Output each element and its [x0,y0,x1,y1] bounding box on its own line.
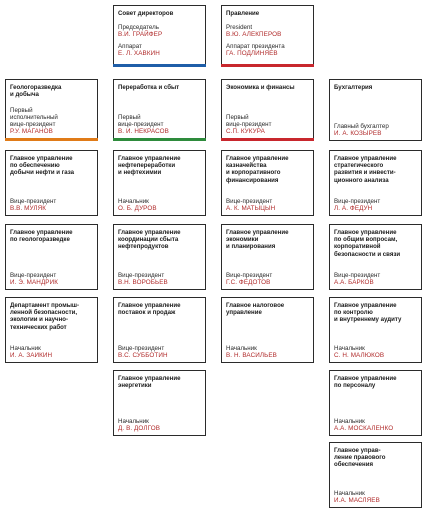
org-node-accounting [329,79,422,141]
org-node-c2r5 [113,370,206,436]
node-role: Вице-президент [10,198,57,205]
org-node-c3r3 [221,224,314,290]
node-title: Главное управление координации сбыта нефтепродуктов [118,229,181,251]
node-person-name: С. Н. МАЛЮКОВ [334,352,385,359]
node-person-name: А. К. МАТЫЦЫН [226,205,276,212]
node-title: Экономика и финансы [226,84,295,91]
node-person-name: Г.С. ФЕДОТОВ [226,279,271,286]
node-person-name: И. А. КОЗЫРЕВ [334,130,382,137]
node-person-name: Л. А. ФЕДУН [334,205,373,212]
org-node-c2r4 [113,297,206,363]
node-person-name: И. Э. МАНДРИК [10,279,59,286]
node-role: Первый вице-президент [226,114,272,128]
org-node-geology [5,79,98,141]
node-title: Главное управление стратегического развития и инвести- ционного анализа [334,155,397,184]
node-person-name: С.П. КУКУРА [226,128,265,135]
node-title: Переработка и сбыт [118,84,180,91]
node-title: Главное управление по общим вопросам, корпоративной безопасности и связи [334,229,401,258]
node-accent-bar [113,64,206,67]
node-title: Совет директоров [118,10,174,17]
org-node-c1r4 [5,297,98,363]
node-title: Главное управление энергетики [118,375,181,390]
node-person-name: ГА. ПОДЛИНЯЕВ [226,50,278,57]
org-node-board [113,5,206,67]
node-role: Начальник [334,418,365,425]
node-role: Начальник [118,418,149,425]
node-role: Председатель [118,24,159,31]
node-person-name: И. А. ЗАИКИН [10,352,53,359]
org-node-c2r2 [113,150,206,216]
node-role: Вице-президент [226,272,273,279]
node-role: President [226,24,253,31]
org-node-c3r4 [221,297,314,363]
node-title: Главное налоговое управление [226,302,285,317]
node-person-name: И.А. МАСЛЯЕВ [334,497,380,504]
node-role: Первый вице-президент [118,114,164,128]
org-node-economics [221,79,314,141]
node-title: Правление [226,10,260,17]
org-node-c4r5 [329,370,422,436]
node-role: Начальник [10,345,41,352]
node-role: Начальник [334,490,365,497]
node-person-name: Д. В. ДОЛГОВ [118,425,161,432]
node-title: Главное управление казначейства и корпоративного финансирования [226,155,289,184]
node-person-name: В. Н. ВАСИЛЬЕВ [226,352,277,359]
node-person-name: В.Н. ВОРОБЬЕВ [118,279,168,286]
node-accent-bar [221,138,314,141]
node-person-name: А.А. БАРКОВ [334,279,374,286]
node-role: Вице-президент [334,272,381,279]
org-node-processing [113,79,206,141]
node-role: Аппарат [118,43,142,50]
node-title: Главное управление по персоналу [334,375,397,390]
org-node-c3r2 [221,150,314,216]
node-title: Главное управление по геологоразведке [10,229,73,244]
node-title: Главное управление поставок и продаж [118,302,181,317]
org-node-c1r2 [5,150,98,216]
node-person-name: В.С. СУББОТИН [118,352,168,359]
node-title: Бухгалтерия [334,84,373,91]
node-accent-bar [113,138,206,141]
node-role: Начальник [226,345,257,352]
node-person-name: Е. Л. ХАВКИН [118,50,160,57]
node-role: Вице-президент [118,345,165,352]
node-title: Геологоразведка и добыча [10,84,62,99]
node-person-name: В.В. МУЛЯК [10,205,47,212]
node-role: Вице-президент [226,198,273,205]
node-person-name: Р.У. МАГАНОВ [10,128,53,135]
node-role: Начальник [118,198,149,205]
org-node-c4r3 [329,224,422,290]
node-title: Главное управление экономики и планирования [226,229,289,251]
org-node-c4r4 [329,297,422,363]
node-title: Главное управ- ление правового обеспечения [334,447,386,469]
node-title: Главное управление нефтепереработки и нефтехимии [118,155,181,177]
org-node-c2r3 [113,224,206,290]
org-node-management [221,5,314,67]
org-node-c4r6 [329,442,422,508]
org-node-c4r2 [329,150,422,216]
node-role: Вице-президент [334,198,381,205]
node-person-name: А.А. МОСКАЛЕНКО [334,425,394,432]
org-node-c1r3 [5,224,98,290]
node-role: Начальник [334,345,365,352]
node-title: Департамент промыш- ленной безопасности, экологии и научно- технических работ [10,302,80,331]
node-accent-bar [221,64,314,67]
node-role: Первый исполнительный вице-президент [10,107,58,128]
node-title: Главное управление по контролю и внутреннему аудиту [334,302,402,324]
node-accent-bar [5,138,98,141]
node-person-name: О. Б. ДУРОВ [118,205,157,212]
node-role: Вице-президент [10,272,57,279]
node-role: Аппарат президента [226,43,285,50]
node-person-name: В.И. ГРАЙФЕР [118,31,163,38]
node-role: Главный бухгалтер [334,123,389,130]
node-person-name: В.Ю. АЛЕКПЕРОВ [226,31,282,38]
node-role: Вице-президент [118,272,165,279]
node-title: Главное управление по обеспечению добычи нефти и газа [10,155,75,177]
node-person-name: В. И. НЕКРАСОВ [118,128,169,135]
